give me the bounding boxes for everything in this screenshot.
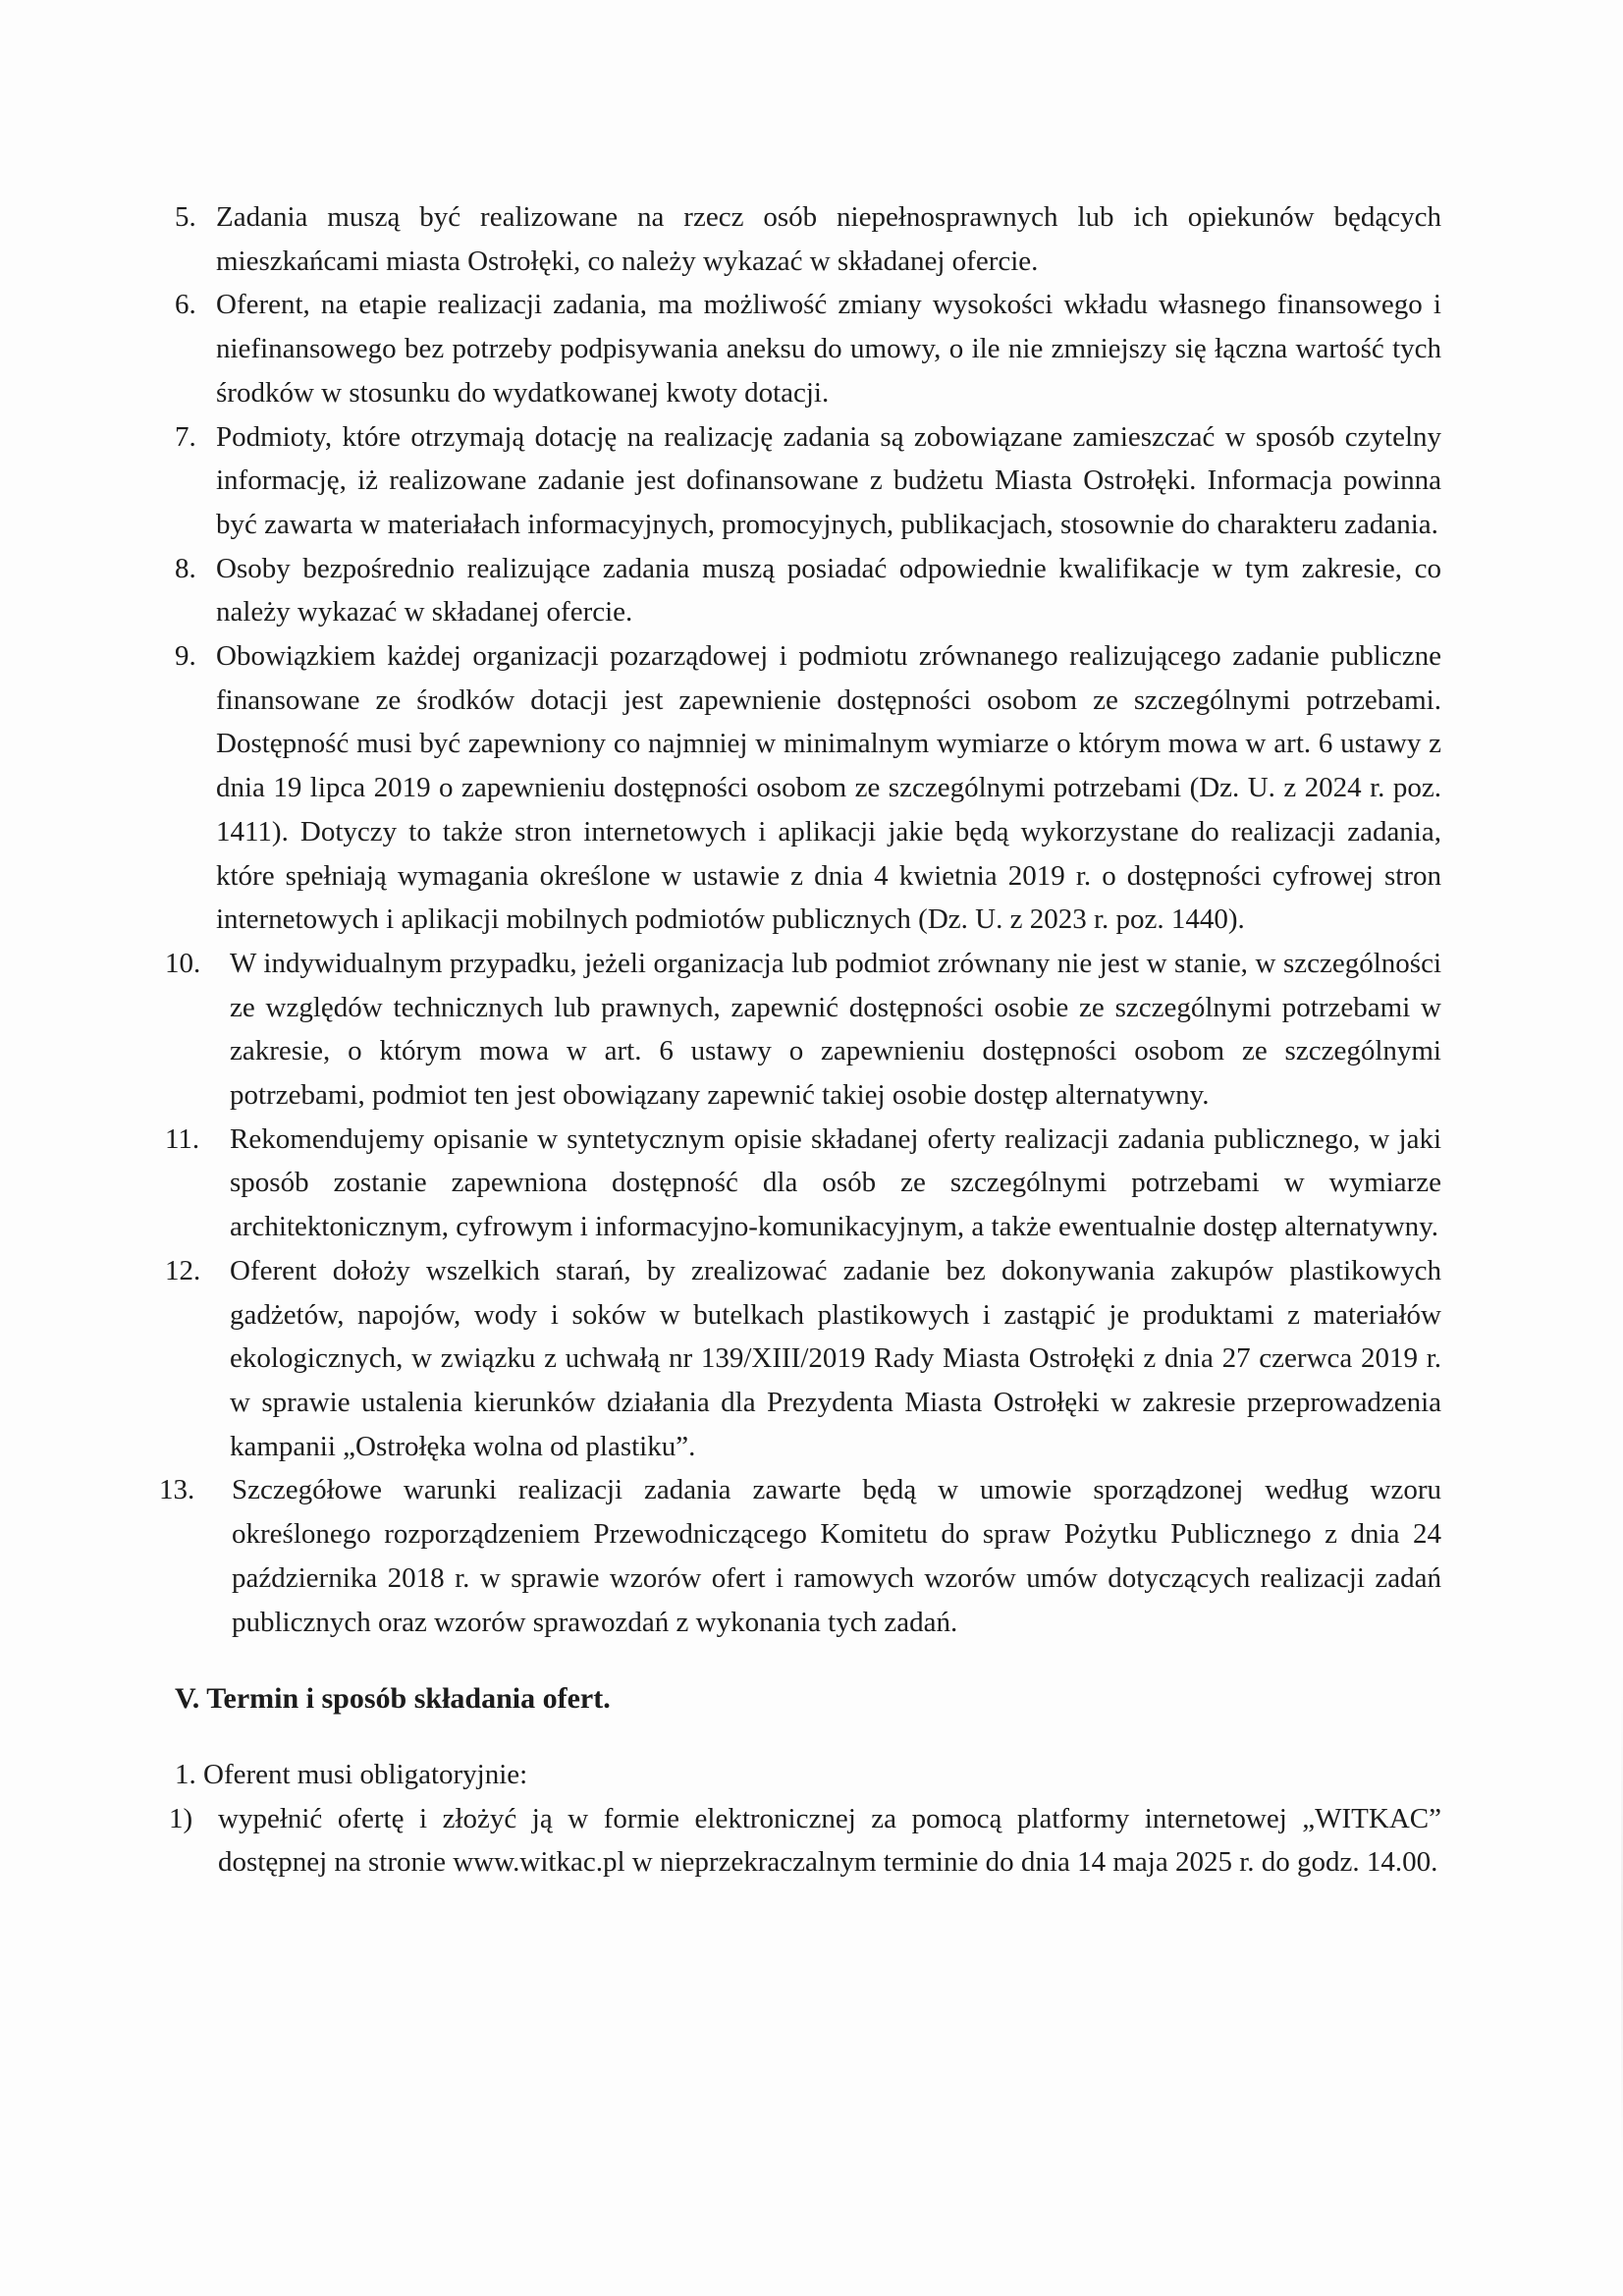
list-item-11 xyxy=(165,1118,1441,1249)
sub-list-item-text: wypełnić ofertę i złożyć ją w formie elektronicznej za pomocą platformy internetowej „WITKAC” dostępnej na stronie www.witkac.pl w nieprzekraczalnym terminie do dnia 14 maja 2025 r. do godz. 14.00. xyxy=(218,1802,1441,1879)
list-item-text: W indywidualnym przypadku, jeżeli organizacja lub podmiot zrównany nie jest w stanie, w szczególności ze względów technicznych lub prawnych, zapewnić dostępności osobie ze szczególnymi potrzebami w zakresie, o którym mowa w art. 6 ustawy o zapewnieniu dostępności osobom ze szczególnymi potrzebami, podmiot ten jest obowiązany zapewnić takiej osobie dostęp alternatywny. xyxy=(230,947,1441,1112)
section-heading: V. Termin i sposób składania ofert. xyxy=(175,1682,611,1716)
list-item-number: 12. xyxy=(165,1254,201,1286)
list-item-12 xyxy=(165,1249,1441,1469)
list-item-number: 6. xyxy=(175,289,196,321)
list-item-10 xyxy=(165,942,1441,1118)
list-item-number: 9. xyxy=(175,640,196,673)
list-item-text: Szczegółowe warunki realizacji zadania zawarte będą w umowie sporządzonej według wzoru określonego rozporządzeniem Przewodniczącego Komitetu do spraw Pożytku Publicznego z dnia 24 października 2018 r. w sprawie wzorów ofert i ramowych wzorów umów dotyczących realizacji zadań publicznych oraz wzorów sprawozdań z wykonania tych zadań. xyxy=(232,1474,1441,1638)
document-body xyxy=(159,195,1441,1885)
list-item-6 xyxy=(175,283,1441,414)
intro-line: 1. Oferent musi obligatoryjnie: xyxy=(175,1758,528,1790)
list-item-text: Podmioty, które otrzymają dotację na realizację zadania są zobowiązane zamieszczać w sposób czytelny informację, iż realizowane zadanie jest dofinansowane z budżetu Miasta Ostrołęki. Informacja powinna być zawarta w materiałach informacyjnych, promocyjnych, publikacjach, stosownie do charakteru zadania. xyxy=(216,420,1441,540)
list-item-number: 5. xyxy=(175,201,196,233)
list-item-13 xyxy=(159,1468,1441,1644)
list-item-number: 13. xyxy=(159,1474,195,1506)
list-item-text: Rekomendujemy opisanie w syntetycznym opisie składanej oferty realizacji zadania publicznego, w jaki sposób zostanie zapewniona dostępność dla osób ze szczególnymi potrzebami w wymiarze architektonicznym, cyfrowym i informacyjno-komunikacyjnym, a także ewentualnie dostęp alternatywny. xyxy=(230,1122,1441,1243)
sub-list-item-1 xyxy=(169,1797,1441,1885)
list-item-7 xyxy=(175,415,1441,547)
list-item-number: 10. xyxy=(165,947,201,979)
list-item-9 xyxy=(175,634,1441,942)
list-item-number: 8. xyxy=(175,552,196,584)
sub-list-item-number: 1) xyxy=(169,1802,193,1834)
list-item-text: Oferent, na etapie realizacji zadania, ma możliwość zmiany wysokości wkładu własnego finansowego i niefinansowego bez potrzeby podpisywania aneksu do umowy, o ile nie zmniejszy się łączna wartość tych środków w stosunku do wydatkowanej kwoty dotacji. xyxy=(216,289,1441,409)
list-item-text: Oferent dołoży wszelkich starań, by zrealizować zadanie bez dokonywania zakupów plastikowych gadżetów, napojów, wody i soków w butelkach plastikowych i zastąpić je produktami z materiałów ekologicznych, w związku z uchwałą nr 139/XIII/2019 Rady Miasta Ostrołęki z dnia 27 czerwca 2019 r. w sprawie ustalenia kierunków działania dla Prezydenta Miasta Ostrołęki w zakresie przeprowadzenia kampanii „Ostrołęka wolna od plastiku”. xyxy=(230,1254,1441,1462)
list-item-text: Zadania muszą być realizowane na rzecz osób niepełnosprawnych lub ich opiekunów będących mieszkańcami miasta Ostrołęki, co należy wykazać w składanej ofercie. xyxy=(216,201,1441,277)
list-item-text: Obowiązkiem każdej organizacji pozarządowej i podmiotu zrównanego realizującego zadanie publiczne finansowane ze środków dotacji jest zapewnienie dostępności osobom ze szczególnymi potrzebami. Dostępność musi być zapewniony co najmniej w minimalnym wymiarze o którym mowa w art. 6 ustawy z dnia 19 lipca 2019 o zapewnieniu dostępności osobom ze szczególnymi potrzebami (Dz. U. z 2024 r. poz. 1411). Dotyczy to także stron internetowych i aplikacji jakie będą wykorzystane do realizacji zadania, które spełniają wymagania określone w ustawie z dnia 4 kwietnia 2019 r. o dostępności cyfrowej stron internetowych i aplikacji mobilnych podmiotów publicznych (Dz. U. z 2023 r. poz. 1440). xyxy=(216,640,1441,936)
list-item-text: Osoby bezpośrednio realizujące zadania muszą posiadać odpowiednie kwalifikacje w tym zakresie, co należy wykazać w składanej ofercie. xyxy=(216,552,1441,629)
list-item-number: 7. xyxy=(175,420,196,453)
list-item-number: 11. xyxy=(165,1122,200,1155)
list-item-8 xyxy=(175,547,1441,634)
list-item-5 xyxy=(175,195,1441,283)
